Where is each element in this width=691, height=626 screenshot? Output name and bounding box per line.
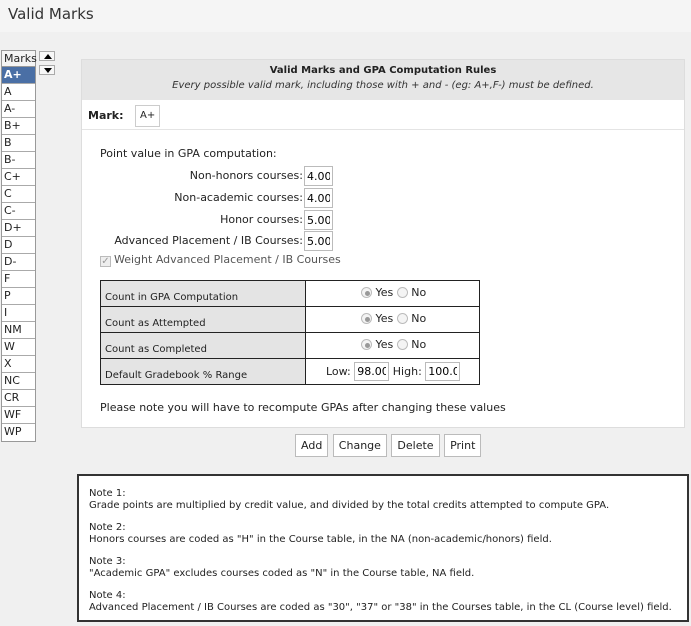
list-item[interactable]: D	[2, 237, 35, 254]
list-item[interactable]: NC	[2, 373, 35, 390]
count-gpa-yes-radio[interactable]	[361, 287, 372, 298]
count-completed-label: Count as Completed	[101, 333, 306, 359]
list-item[interactable]: B-	[2, 152, 35, 169]
note-title: Note 2:	[89, 522, 126, 533]
honor-courses-input[interactable]	[304, 210, 333, 230]
non-academic-label: Non-academic courses:	[174, 191, 303, 204]
low-label: Low:	[326, 365, 351, 378]
delete-button[interactable]: Delete	[391, 434, 439, 457]
ap-ib-label: Advanced Placement / IB Courses:	[114, 234, 303, 247]
list-item[interactable]: A	[2, 84, 35, 101]
note-text: Advanced Placement / IB Courses are coded as "30", "37" or "38" in the Courses table, in the CL (Course level) field.	[89, 602, 672, 613]
high-input[interactable]	[425, 362, 460, 381]
marks-list[interactable]	[1, 50, 36, 442]
table-row	[101, 333, 480, 359]
no-label: No	[411, 312, 427, 325]
change-button[interactable]: Change	[333, 434, 387, 457]
list-item[interactable]: D+	[2, 220, 35, 237]
note-3	[89, 556, 677, 580]
mark-label: Mark:	[88, 109, 124, 122]
arrow-down-icon	[44, 68, 52, 73]
non-honors-label: Non-honors courses:	[189, 169, 303, 182]
panel-header	[82, 60, 684, 100]
count-attempted-label: Count as Attempted	[101, 307, 306, 333]
list-item[interactable]: C-	[2, 203, 35, 220]
count-attempted-no-radio[interactable]	[397, 313, 408, 324]
table-row	[101, 359, 480, 385]
weight-ap-ib-label: Weight Advanced Placement / IB Courses	[114, 253, 341, 266]
arrow-up-icon	[44, 54, 52, 59]
non-academic-input[interactable]	[304, 188, 333, 208]
table-row	[101, 281, 480, 307]
scroll-down-button[interactable]	[39, 65, 55, 75]
list-item[interactable]: I	[2, 305, 35, 322]
note-title: Note 4:	[89, 590, 126, 601]
gradebook-range-label: Default Gradebook % Range	[101, 359, 306, 385]
count-attempted-yes-radio[interactable]	[361, 313, 372, 324]
list-item[interactable]: W	[2, 339, 35, 356]
count-gpa-label: Count in GPA Computation	[101, 281, 306, 307]
low-input[interactable]	[354, 362, 389, 381]
panel-title: Valid Marks and GPA Computation Rules	[269, 65, 497, 76]
note-text: Honors courses are coded as "H" in the Course table, in the NA (non-academic/honors) field.	[89, 534, 552, 545]
mark-row	[82, 102, 684, 130]
marks-list-header: Marks	[4, 52, 37, 65]
count-gpa-no-radio[interactable]	[397, 287, 408, 298]
list-item[interactable]: B+	[2, 118, 35, 135]
high-label: High:	[392, 365, 422, 378]
weight-ap-ib-checkbox[interactable]: ✓	[101, 256, 110, 267]
list-item[interactable]: X	[2, 356, 35, 373]
add-button[interactable]: Add	[295, 434, 328, 457]
list-item[interactable]: C	[2, 186, 35, 203]
list-item[interactable]: WF	[2, 407, 35, 424]
list-item[interactable]: A-	[2, 101, 35, 118]
list-item[interactable]: B	[2, 135, 35, 152]
yes-label: Yes	[375, 286, 394, 299]
non-academic-row	[100, 188, 333, 208]
note-text: Grade points are multiplied by credit value, and divided by the total credits attempted to compute GPA.	[89, 500, 610, 511]
table-row	[101, 307, 480, 333]
page-title: Valid Marks	[8, 5, 94, 23]
list-item[interactable]: WP	[4, 425, 22, 438]
note-2	[89, 522, 677, 546]
note-text: "Academic GPA" excludes courses coded as "N" in the Course table, NA field.	[89, 568, 475, 579]
non-honors-input[interactable]	[304, 166, 333, 186]
notes-box	[77, 474, 689, 622]
non-honors-row	[100, 166, 333, 186]
honor-courses-row	[100, 210, 333, 230]
panel-subtitle: Every possible valid mark, including those with + and - (eg: A+,F-) must be defined.	[172, 80, 594, 91]
no-label: No	[411, 338, 427, 351]
list-item[interactable]: D-	[2, 254, 35, 271]
print-button[interactable]: Print	[444, 434, 481, 457]
list-item[interactable]: F	[2, 271, 35, 288]
mark-value-field[interactable]: A+	[135, 105, 160, 127]
count-completed-no-radio[interactable]	[397, 339, 408, 350]
weight-ap-ib-row	[100, 253, 341, 267]
list-item[interactable]: CR	[2, 390, 35, 407]
page-header	[0, 0, 691, 32]
marks-scroll-controls	[39, 51, 55, 79]
gpa-rules-panel	[81, 59, 685, 428]
no-label: No	[411, 286, 427, 299]
yes-label: Yes	[375, 338, 394, 351]
honor-courses-label: Honor courses:	[220, 213, 303, 226]
note-1	[89, 488, 677, 512]
ap-ib-row	[100, 231, 333, 251]
options-table	[100, 280, 480, 385]
ap-ib-input[interactable]	[304, 231, 333, 251]
scroll-up-button[interactable]	[39, 51, 55, 61]
note-title: Note 3:	[89, 556, 126, 567]
action-buttons	[295, 434, 482, 457]
note-title: Note 1:	[89, 488, 126, 499]
yes-label: Yes	[375, 312, 394, 325]
list-item[interactable]: A+	[2, 67, 35, 84]
list-item[interactable]: C+	[2, 169, 35, 186]
recompute-note: Please note you will have to recompute GPAs after changing these values	[100, 401, 506, 414]
point-value-label: Point value in GPA computation:	[100, 147, 277, 160]
count-completed-yes-radio[interactable]	[361, 339, 372, 350]
note-4	[89, 590, 677, 614]
list-item[interactable]: P	[2, 288, 35, 305]
list-item[interactable]: NM	[2, 322, 35, 339]
